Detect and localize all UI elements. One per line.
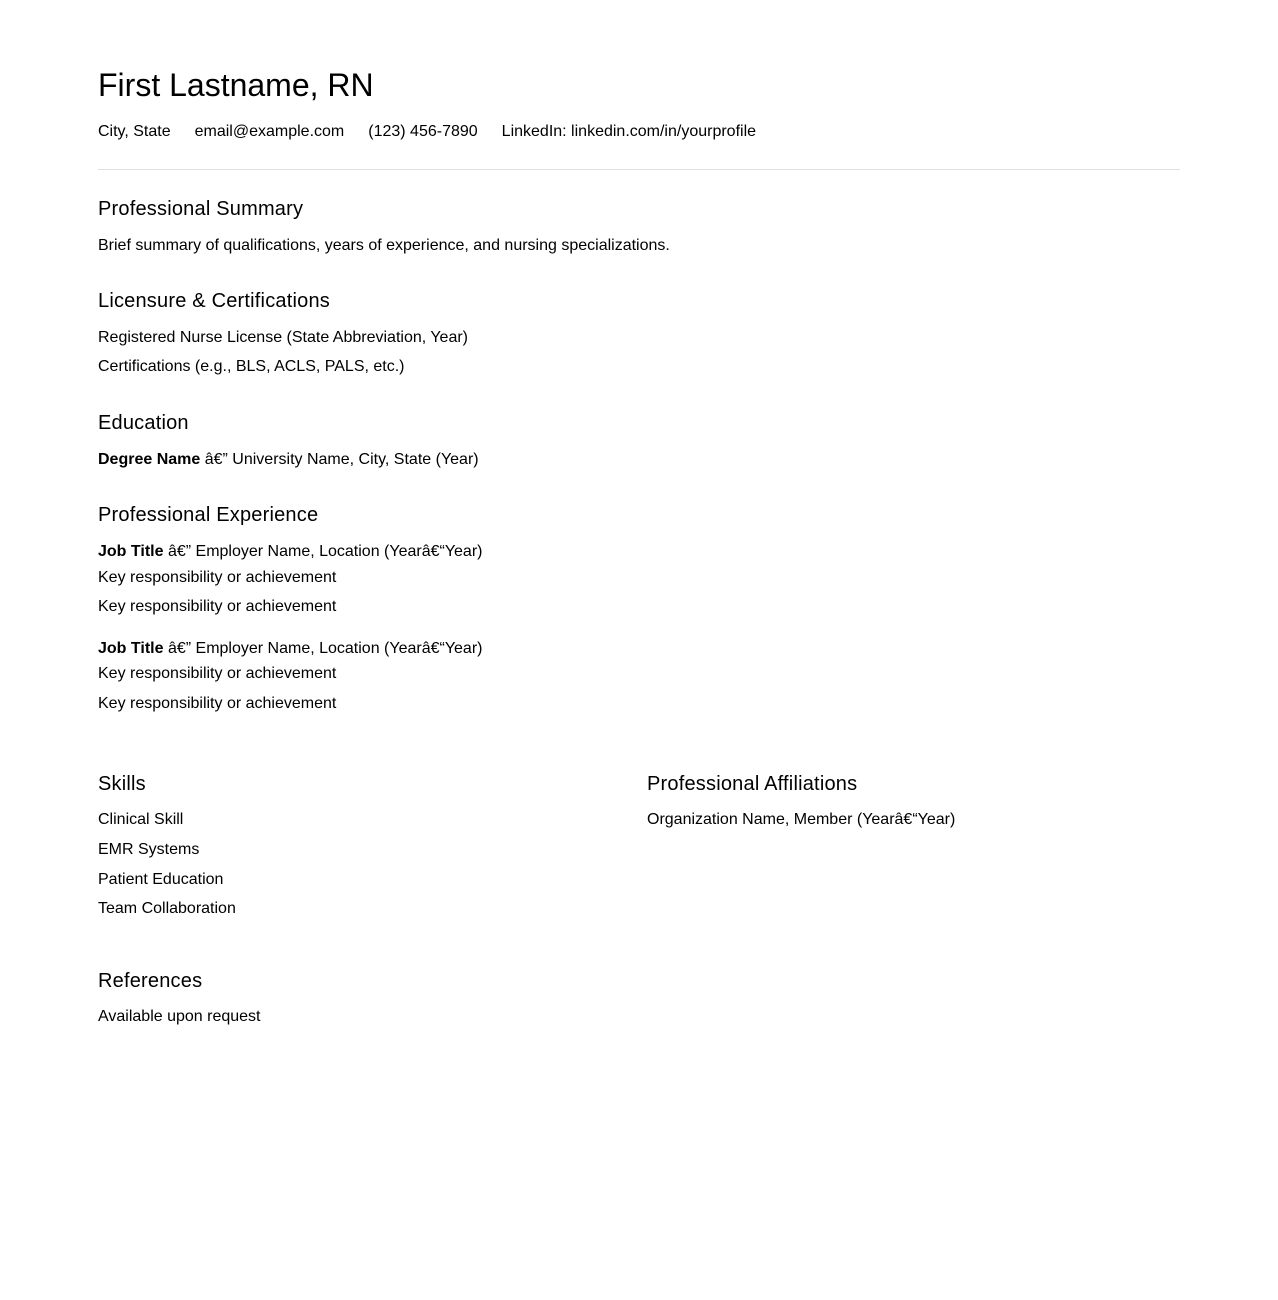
job-header [98,639,482,659]
skill-item: Clinical Skill [98,811,184,828]
references-text: Available upon request [98,1008,261,1025]
education-heading: Education [98,412,189,434]
references-heading: References [98,970,203,992]
summary-heading: Professional Summary [98,198,304,220]
experience-heading: Professional Experience [98,504,319,526]
contact-linkedin: LinkedIn: linkedin.com/in/yourprofile [501,123,757,140]
job-bullet: Key responsibility or achievement [98,665,337,682]
skill-item: Patient Education [98,871,224,888]
contact-phone: (123) 456-7890 [368,123,478,140]
licensure-item: Registered Nurse License (State Abbreviation, Year) [98,329,468,346]
affiliations-heading: Professional Affiliations [647,773,858,795]
licensure-heading: Licensure & Certifications [98,290,330,312]
education-entry [98,450,479,470]
education-detail: â€” University Name, City, State (Year) [200,451,479,468]
degree-name: Degree Name [98,451,201,468]
job-detail: â€” Employer Name, Location (Yearâ€“Year) [163,543,483,560]
skill-item: EMR Systems [98,841,200,858]
job-title: Job Title [98,543,164,560]
job-bullet: Key responsibility or achievement [98,569,337,586]
contact-info [98,122,756,142]
job-detail: â€” Employer Name, Location (Yearâ€“Year) [163,640,483,657]
candidate-name: First Lastname, RN [98,67,374,103]
job-bullet: Key responsibility or achievement [98,598,337,615]
job-title: Job Title [98,640,164,657]
affiliation-item: Organization Name, Member (Yearâ€“Year) [647,811,956,828]
header-divider [98,169,1180,170]
licensure-item: Certifications (e.g., BLS, ACLS, PALS, etc.) [98,358,405,375]
job-bullet: Key responsibility or achievement [98,695,337,712]
summary-text: Brief summary of qualifications, years of experience, and nursing specializations. [98,237,670,254]
skill-item: Team Collaboration [98,900,236,917]
contact-location: City, State [98,123,171,140]
skills-heading: Skills [98,773,146,795]
contact-email: email@example.com [194,123,345,140]
job-header [98,542,482,562]
